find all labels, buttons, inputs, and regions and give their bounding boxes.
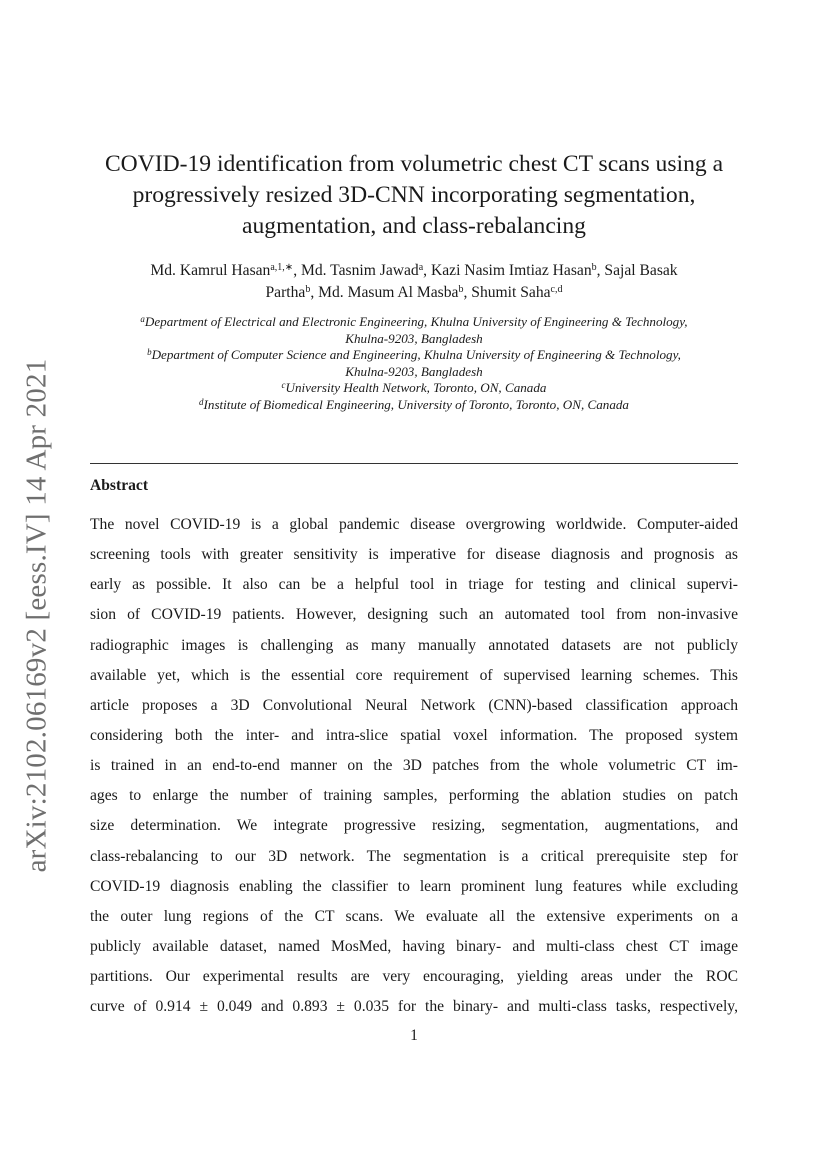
abstract-line: size determination. We integrate progressive resizing, segmentation, augmentations, and [90,817,738,835]
abstract-line: partitions. Our experimental results are very encouraging, yielding areas under the ROC [90,968,738,986]
abstract-line: curve of 0.914 ± 0.049 and 0.893 ± 0.035 for the binary- and multi-class tasks, respectively, [90,998,738,1016]
author-name: , Shumit Saha [463,284,551,301]
affiliation-b-cont: Khulna-9203, Bangladesh [345,363,483,379]
abstract-line: COVID-19 diagnosis enabling the classifier to learn prominent lung features while excluding [90,877,738,895]
abstract-line: sion of COVID-19 patients. However, designing such an automated tool from non-invasive [90,606,738,624]
title-line: augmentation, and class-rebalancing [242,213,586,239]
affiliation-list [90,314,738,414]
author-affiliation-mark: b [305,284,311,295]
abstract-line: is trained in an end-to-end manner on the 3D patches from the whole volumetric CT im- [90,757,738,775]
affiliation-d [90,397,738,414]
abstract-line: class-rebalancing to our 3D network. The segmentation is a critical prerequisite step for [90,847,738,865]
author-name: , Md. Tasnim Jawad [293,262,419,279]
abstract-line: the outer lung regions of the CT scans. We evaluate all the extensive experiments on a [90,907,738,925]
page-number: 1 [410,1027,418,1044]
abstract-line: radiographic images is challenging as many manually annotated datasets are not publicly [90,636,738,654]
abstract-line: available yet, which is the essential core requirement of supervised learning schemes. This [90,666,738,684]
affiliation-text: Department of Electrical and Electronic Engineering, Khulna University of Engineering & Technology, [144,314,688,329]
section-divider [90,463,738,464]
author-affiliation-mark: c,d [550,284,563,295]
abstract-line: The novel COVID-19 is a global pandemic disease overgrowing worldwide. Computer-aided [90,516,738,533]
author-name: Md. Kamrul Hasan [150,262,271,279]
author-affiliation-mark: a,1,∗ [270,262,294,273]
author-line [90,282,738,304]
affiliation-a [90,314,738,331]
author-name: , Md. Masum Al Masba [310,284,459,301]
arxiv-identifier-text: arXiv:2102.06169v2 [eess.IV] 14 Apr 2021 [20,358,53,872]
affiliation-a-cont: Khulna-9203, Bangladesh [345,330,483,346]
affiliation-text: University Health Network, Toronto, ON, Canada [285,380,547,396]
paper-title [90,149,738,242]
abstract-heading: Abstract [90,477,149,494]
author-list [90,260,738,304]
abstract-line: ages to enlarge the number of training samples, performing the ablation studies on patch [90,787,738,805]
abstract-line: article proposes a 3D Convolutional Neural Network (CNN)-based classification approach [90,696,738,714]
abstract-line: screening tools with greater sensitivity is imperative for disease diagnosis and prognosis as [90,546,738,564]
author-affiliation-mark: a [418,262,424,273]
arxiv-identifier [15,358,59,872]
author-name: , Kazi Nasim Imtiaz Hasan [423,262,592,279]
affiliation-text: Institute of Biomedical Engineering, University of Toronto, Toronto, ON, Canada [203,396,629,412]
abstract-body [90,510,738,1022]
abstract-line: publicly available dataset, named MosMed, having binary- and multi-class chest CT image [90,937,738,955]
affiliation-mark: a [140,314,145,324]
abstract-line: considering both the inter- and intra-slice spatial voxel information. The proposed system [90,726,738,744]
author-name: , Sajal Basak [596,262,678,279]
affiliation-c [90,380,738,397]
author-name: Partha [265,284,306,301]
affiliation-text: Department of Computer Science and Engineering, Khulna University of Engineering & Technology, [151,347,681,363]
title-line: progressively resized 3D-CNN incorporating segmentation, [132,182,696,208]
author-affiliation-mark: b [591,262,597,273]
title-line: COVID-19 identification from volumetric chest CT scans using a [104,151,724,177]
affiliation-b [90,347,738,364]
abstract-line: early as possible. It also can be a helpful tool in triage for testing and clinical supervi- [90,576,738,594]
affiliation-mark: c [281,380,286,391]
affiliation-mark: b [147,347,152,358]
affiliation-mark: d [199,396,204,407]
author-affiliation-mark: b [458,284,464,295]
author-line [90,260,738,282]
